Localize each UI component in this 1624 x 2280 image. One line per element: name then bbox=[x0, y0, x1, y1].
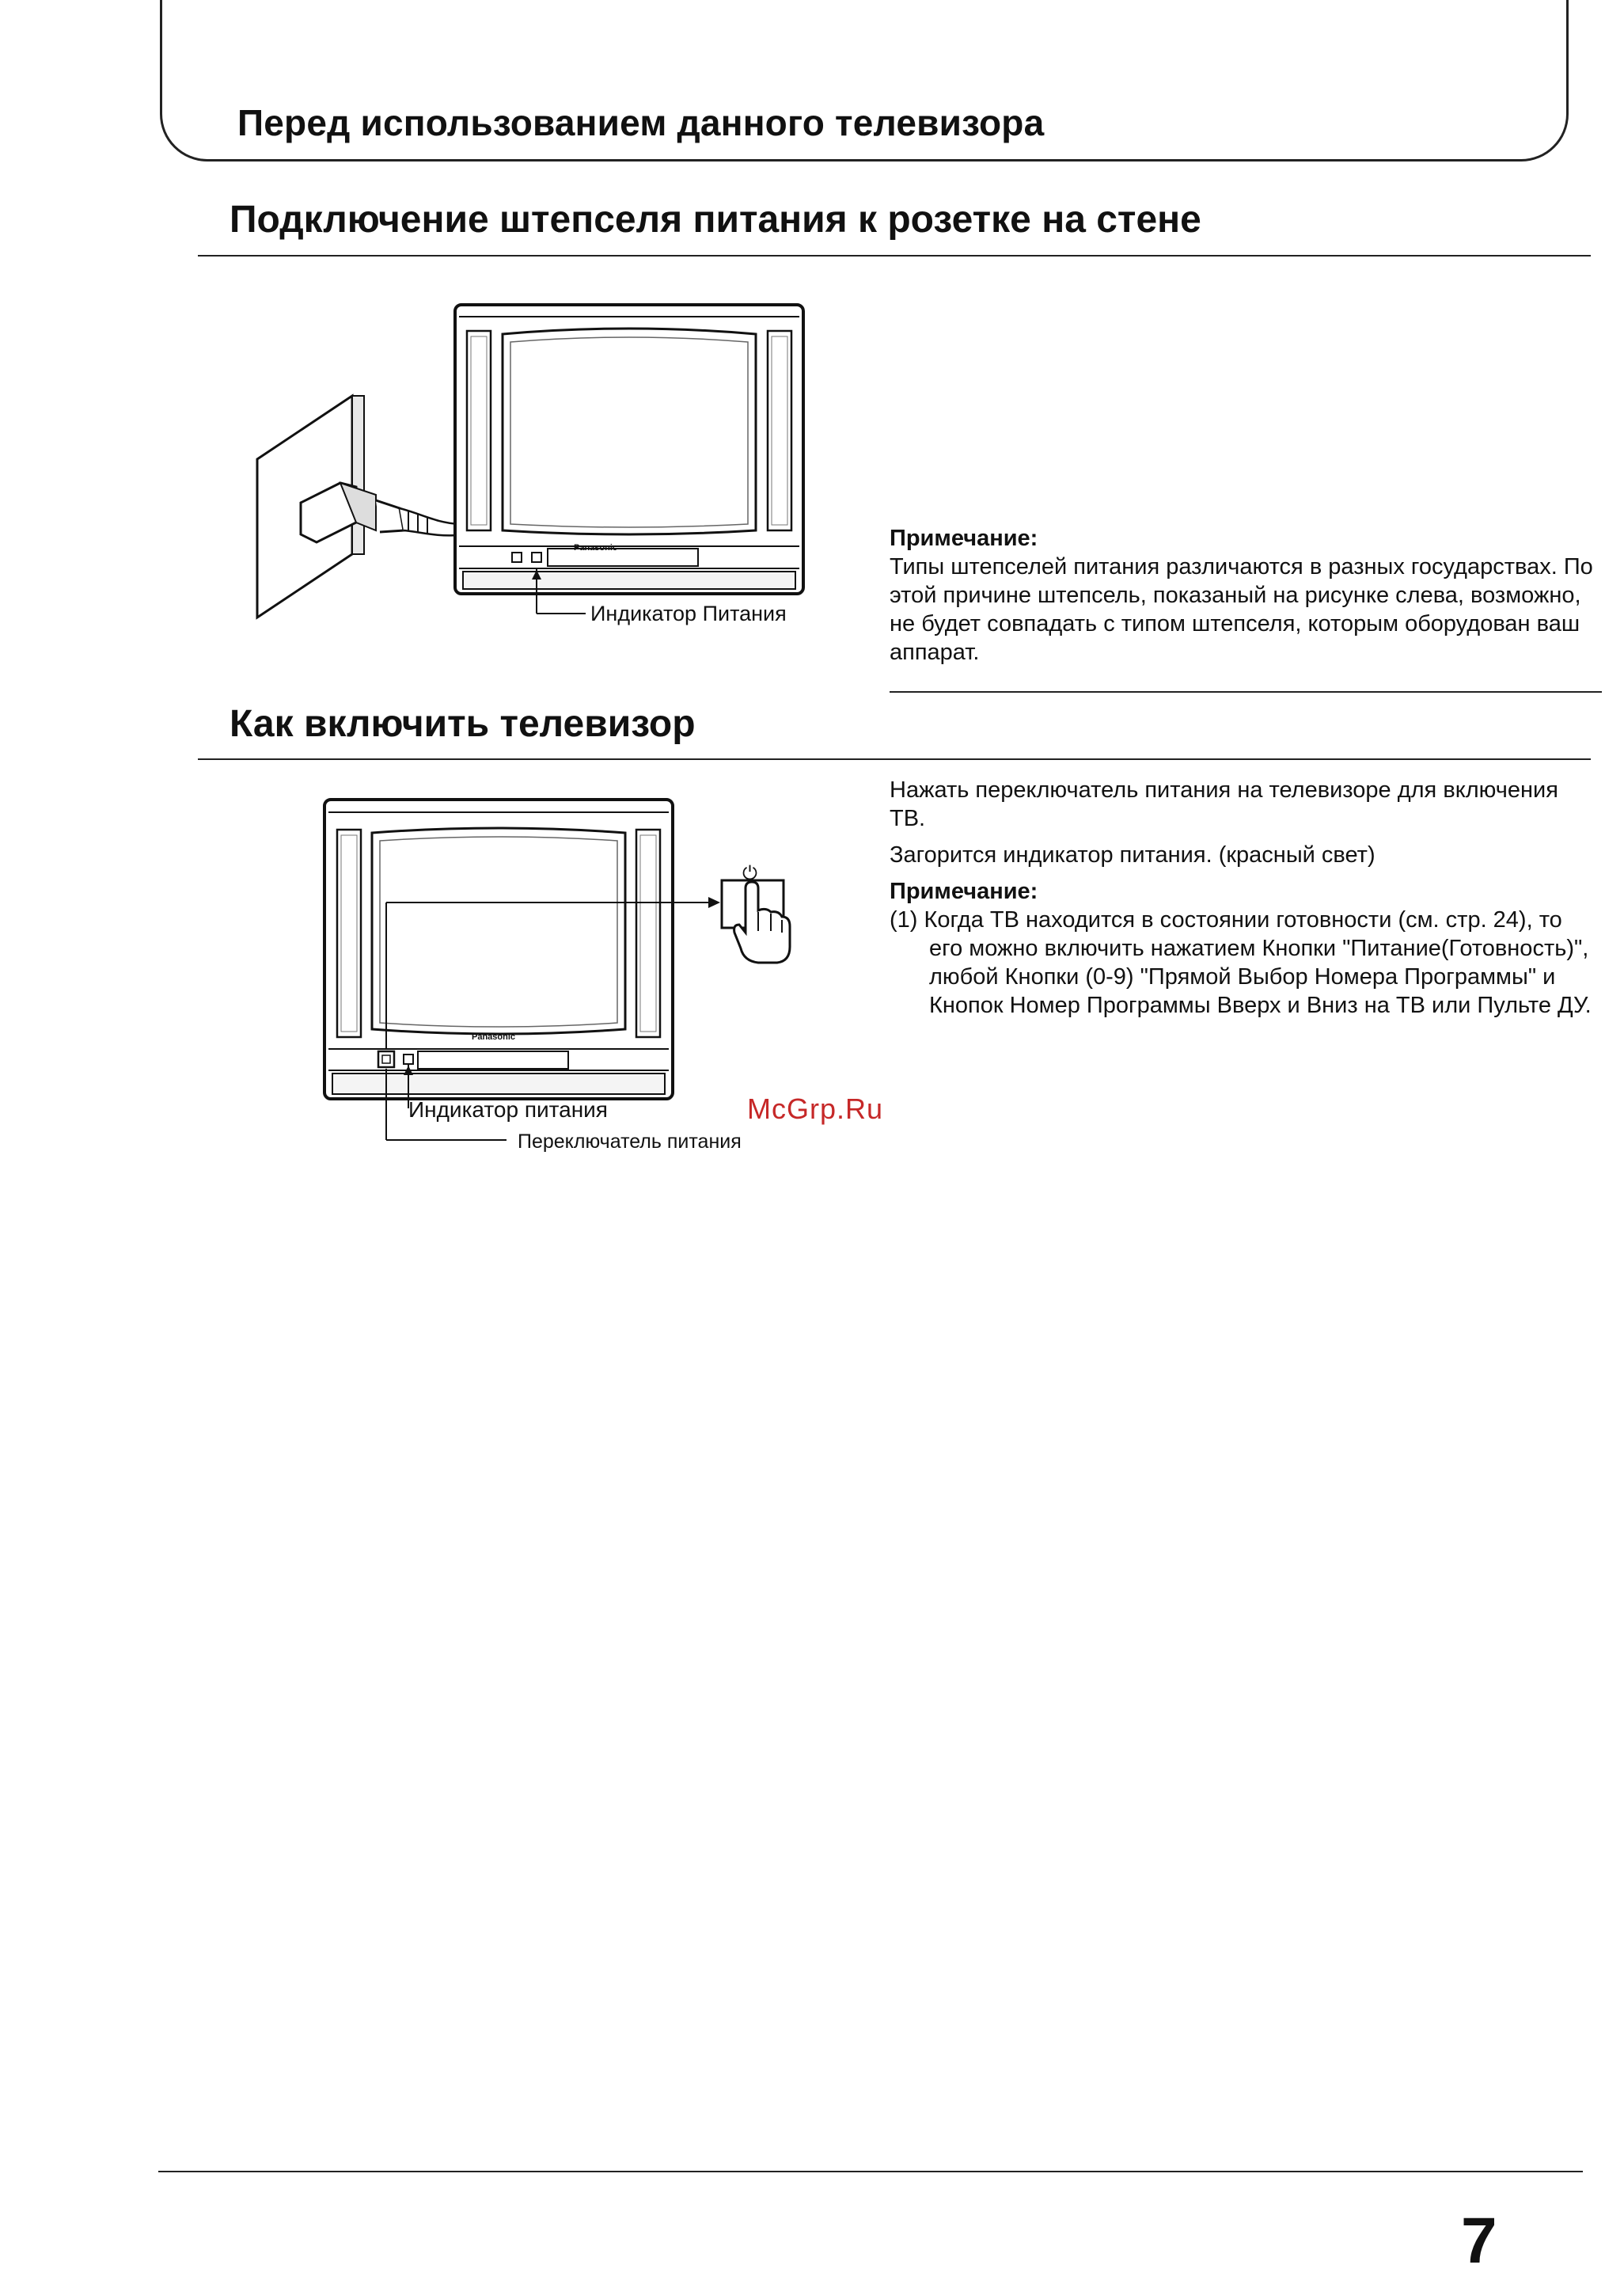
tv-plug-illustration bbox=[237, 293, 839, 649]
section2-note-title: Примечание: bbox=[890, 879, 1038, 904]
page-number: 7 bbox=[1461, 2205, 1497, 2277]
section2-text bbox=[890, 776, 1594, 1020]
section1-rule bbox=[198, 255, 1591, 256]
power-switch-icon bbox=[512, 553, 522, 562]
tv-brand-label-2: Panasonic bbox=[472, 1032, 516, 1042]
section2-rule bbox=[198, 758, 1591, 760]
section2-paragraph2: Загорится индикатор питания. (красный свет) bbox=[890, 842, 1375, 868]
power-indicator-icon-2 bbox=[404, 1054, 413, 1064]
power-indicator-icon bbox=[532, 553, 541, 562]
tv-illustration-2 bbox=[324, 800, 673, 1099]
section2-note-item: (1) Когда ТВ находится в состоянии готовности (см. стр. 24), то его можно включить нажатием Кнопки "Питание(Готовность)", любой Кнопки (0-9) "Прямой Выбор Номера Программы" и Кнопок Номер Программы Вверх и Вниз на ТВ или Пульте ДУ. bbox=[890, 907, 1592, 1018]
section2-title: Как включить телевизор bbox=[230, 703, 696, 745]
section1-note-title: Примечание: bbox=[890, 526, 1038, 551]
label-power-indicator: Индикатор питания bbox=[408, 1097, 608, 1122]
footer-rule bbox=[158, 2171, 1583, 2172]
watermark: McGrp.Ru bbox=[747, 1092, 884, 1125]
section1-note-text: Типы штепселей питания различаются в разных государствах. По этой причине штепсель, показаный на рисунке слева, возможно, не будет совпадать с типом штепселя, которым оборудован ваш аппарат. bbox=[890, 554, 1593, 665]
power-button-closeup bbox=[722, 880, 790, 963]
section2-paragraph1: Нажать переключатель питания на телевизоре для включения ТВ. bbox=[890, 777, 1558, 831]
label-power-switch: Переключатель питания bbox=[518, 1130, 742, 1153]
power-plug-icon bbox=[301, 483, 473, 542]
power-symbol-icon: ⏻ bbox=[742, 863, 757, 884]
tv-illustration bbox=[455, 305, 803, 614]
figure1-indicator-label: Индикатор Питания bbox=[590, 602, 787, 625]
section1-note bbox=[890, 524, 1602, 667]
tv-brand-label-1: Panasonic bbox=[574, 543, 618, 553]
page-header-title: Перед использованием данного телевизора bbox=[237, 102, 1045, 143]
section1-end-rule bbox=[890, 691, 1602, 693]
section1-title: Подключение штепселя питания к розетке на стене bbox=[230, 199, 1201, 241]
